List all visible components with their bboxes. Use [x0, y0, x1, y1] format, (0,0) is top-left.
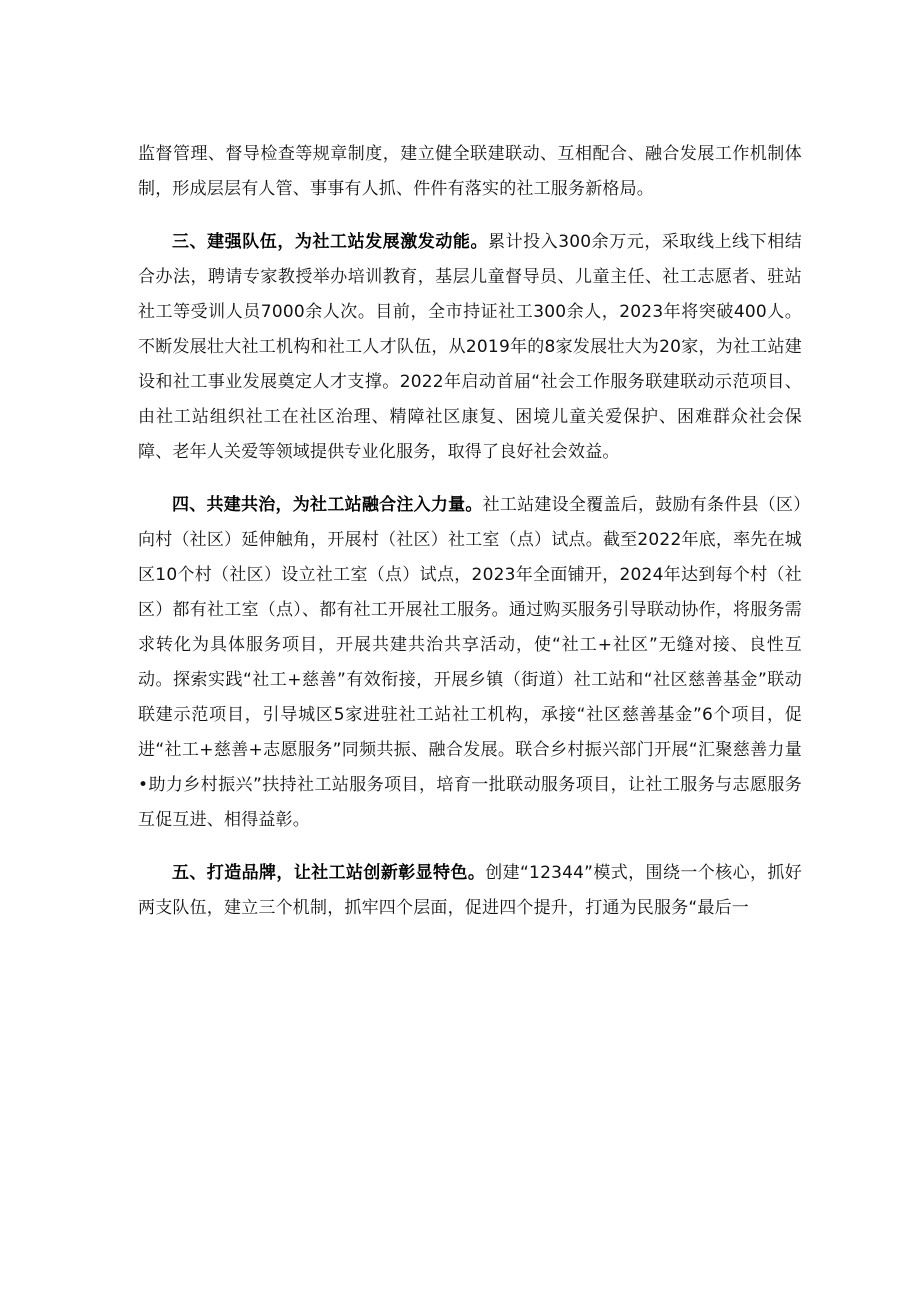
document-body: [138, 137, 802, 926]
section-heading: 四、共建共治，为社工站融合注入力量。: [172, 495, 483, 515]
section-heading: 三、建强队伍，为社工站发展激发动能。: [172, 232, 489, 252]
paragraph-text: 监督管理、督导检查等规章制度，建立健全联建联动、互相配合、融合发展工作机制体制，形成层层有人管、事事有人抓、件件有落实的社工服务新格局。: [138, 144, 802, 199]
section-heading: 五、打造品牌，让社工站创新彰显特色。: [172, 863, 486, 883]
paragraph-section-4: [138, 488, 802, 838]
paragraph-text: 累计投入300余万元，采取线上线下相结合办法，聘请专家教授举办培训教育，基层儿童督导员、儿童主任、社工志愿者、驻站社工等受训人员7000余人次。目前，全市持证社工300余人，2023年将突破400人。不断发展壮大社工机构和社工人才队伍，从2019年的8家发展壮大为20家，为社工站建设和社工事业发展奠定人才支撑。2022年启动首届“社会工作服务联建联动示范项目、由社工站组织社工在社区治理、精障社区康复、困境儿童关爱保护、困难群众社会保障、老年人关爱等领域提供专业化服务，取得了良好社会效益。: [138, 232, 802, 462]
paragraph-text: 创建“12344”模式，围绕一个核心，抓好两支队伍，建立三个机制，抓牢四个层面，促进四个提升，打通为民服务“最后一: [138, 863, 802, 918]
paragraph-section-5: [138, 856, 802, 926]
paragraph-intro: [138, 137, 802, 207]
paragraph-section-3: [138, 225, 802, 470]
paragraph-text: 社工站建设全覆盖后，鼓励有条件县（区）向村（社区）延伸触角，开展村（社区）社工室（点）试点。截至2022年底，率先在城区10个村（社区）设立社工室（点）试点，2023年全面铺开，2024年达到每个村（社区）都有社工室（点）、都有社工开展社工服务。通过购买服务引导联动协作，将服务需求转化为具体服务项目，开展共建共治共享活动，使“社工+社区”无缝对接、良性互动。探索实践“社工+慈善”有效衔接，开展乡镇（街道）社工站和“社区慈善基金”联动联建示范项目，引导城区5家进驻社工站社工机构，承接“社区慈善基金”6个项目，促进“社工+慈善+志愿服务”同频共振、融合发展。联合乡村振兴部门开展“汇聚慈善力量•助力乡村振兴”扶持社工站服务项目，培育一批联动服务项目，让社工服务与志愿服务互促互进、相得益彰。: [138, 495, 802, 830]
